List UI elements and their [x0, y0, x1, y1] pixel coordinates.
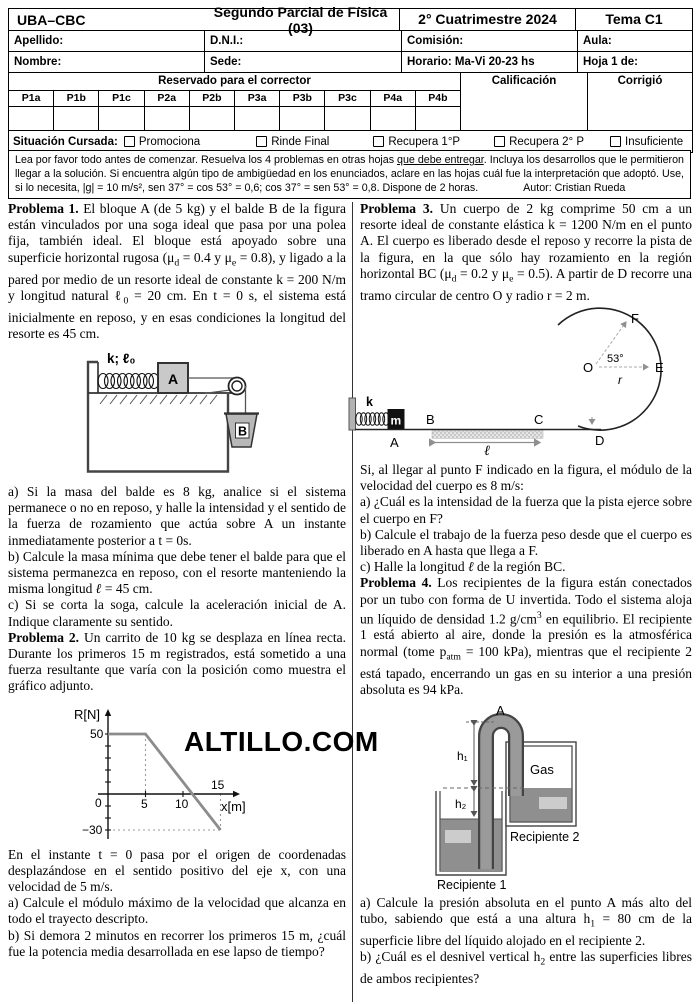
- x-axis-title: x[m]: [221, 798, 246, 814]
- spring-label: k; ℓ₀: [107, 351, 136, 366]
- exam-header-table: [8, 3, 693, 153]
- problem3-part-a: a) ¿Cuál es la intensidad de la fuerza que la pista ejerce sobre el cuerpo en F?: [360, 494, 692, 526]
- header-row-apellido: [9, 31, 692, 52]
- mass-label: m: [390, 413, 402, 428]
- cell-p2b: P2b: [189, 91, 234, 106]
- problem1-part-b: b) Calcule la masa mínima que debe tener el balde para que el sistema permanezca en reposo, con el resorte manteniendo la misma longitud ℓ = 45 cm.: [8, 548, 346, 597]
- field-nombre: Nombre:: [14, 56, 62, 68]
- problem2-intro: Problema 2. Un carrito de 10 kg se desplaza en línea recta. Durante los primeros 15 m registrados, está sometido a una fuerza resultante que varía con la posición como muestra el gráfico adjunto.: [8, 629, 346, 694]
- author-credit: Autor: Cristian Rueda: [523, 181, 626, 194]
- field-apellido: Apellido:: [14, 35, 64, 47]
- radius-label: r: [618, 372, 622, 387]
- option-rinde-final: Rinde Final: [256, 136, 329, 148]
- h2-label: h₂: [455, 796, 467, 811]
- corrigio-cell: Corrigió: [587, 73, 692, 130]
- center-O-label: O: [583, 359, 594, 375]
- h1-label: h₁: [457, 748, 468, 763]
- problem2-force-position-chart: [68, 697, 248, 847]
- header-row-nombre: [9, 52, 692, 73]
- corrector-title: Reservado para el corrector: [9, 73, 460, 91]
- cell-p4b: P4b: [415, 91, 460, 106]
- problem3-part-c: c) Halle la longitud ℓ de la región BC.: [360, 559, 566, 575]
- instructions-box: [8, 150, 691, 199]
- length-label: ℓ: [484, 443, 490, 456]
- corrector-cells-row: [9, 91, 460, 107]
- field-comision: Comisión:: [401, 31, 577, 51]
- wall: [349, 398, 356, 430]
- corrector-grid: [9, 73, 692, 131]
- problem1-part-a: a) Si la masa del balde es 8 kg, analice si el sistema permanece o no en reposo, y halle la intensidad y el sentido de la fuerza de rozamiento que actúa sobre A un instante inmediatamente posterior a t = 0s.: [8, 484, 346, 548]
- cell-p1c: P1c: [98, 91, 143, 106]
- problem3-figure: [348, 306, 668, 456]
- angle-label: 53°: [607, 352, 624, 365]
- y-axis-title: R[N]: [74, 706, 100, 722]
- point-D-label: D: [595, 432, 605, 448]
- checkbox-promociona: [124, 136, 135, 147]
- point-B-label: B: [426, 411, 435, 427]
- xtick-5: 5: [141, 796, 148, 811]
- loop-arc: [558, 308, 661, 430]
- field-aula: Aula:: [577, 31, 692, 51]
- cell-p4a: P4a: [370, 91, 415, 106]
- point-C-label: C: [534, 411, 544, 427]
- exam-title: Segundo Parcial de Física (03): [213, 3, 388, 36]
- problem1-figure: [82, 348, 262, 480]
- cell-p2a: P2a: [144, 91, 189, 106]
- ytick-minus30: −30: [82, 822, 103, 837]
- ytick-50: 50: [90, 726, 104, 741]
- term-label: 2° Cuatrimestre 2024: [399, 9, 575, 30]
- spring-k-label: k: [366, 394, 373, 409]
- problem3-part-b: b) Calcule el trabajo de la fuerza peso desde que el cuerpo es liberado en A hasta que llega a F.: [360, 526, 692, 558]
- option-recupera-1p: Recupera 1°P: [373, 136, 460, 148]
- recipient1-label: Recipiente 1: [437, 877, 507, 892]
- point-F-label: F: [631, 310, 639, 326]
- ground-hatching: [100, 395, 217, 404]
- field-dni: D.N.I.:: [204, 31, 401, 51]
- problem4-part-a: a) Calcule la presión absoluta en el punto A más alto del tubo, sabiendo que está a una altura $h_1 = 80$ cm de la superficie libre del líquido alojado en el recipiente 2.: [360, 894, 692, 949]
- block-A-label: A: [168, 371, 179, 387]
- point-E-label: E: [655, 359, 664, 375]
- field-sede: Sede:: [204, 52, 401, 72]
- left-column: [8, 201, 346, 960]
- problem1-intro: Problema 1. El bloque A (de 5 kg) y el balde B de la figura están vinculados por una soga ideal que pasa por una polea fija, también ideal. El bloque está apoyado sobre una superficie horizontal rugosa ($\mu_d = 0.4$ y $\mu_e = 0.8$), y ligado a la pared por medio de un resorte ideal de constante k = 200 N/m y longitud natural ℓ$_0$ = 20 cm. En t = 0 s, el sistema está inicialmente en reposo, y en esas condiciones la longitud del resorte es 45 cm.: [8, 201, 347, 341]
- corrector-score-row: [9, 107, 460, 130]
- header-title-row: [9, 3, 692, 36]
- xtick-15: 15: [211, 777, 225, 792]
- calificacion-cell: Calificación: [460, 73, 587, 130]
- spring-coils: [98, 374, 159, 389]
- cell-p3b: P3b: [279, 91, 324, 106]
- problem2-part-b: b) Si demora 2 minutos en recorrer los primeros 15 m, ¿cuál fue la potencia media desarrollada en ese lapso de tiempo?: [8, 927, 346, 959]
- gas-label: Gas: [530, 761, 554, 777]
- x-axis-arrow: [233, 790, 240, 796]
- tema-label: Tema C1: [575, 9, 692, 30]
- situacion-row: [9, 131, 692, 152]
- cell-p1b: P1b: [53, 91, 98, 106]
- recipient2-label: Recipiente 2: [510, 829, 580, 844]
- org-name: UBA–CBC: [17, 11, 86, 28]
- problem4-part-b: b) ¿Cuál es el desnivel vertical $h_2$ entre las superficies libres de ambos recipientes?: [360, 949, 692, 987]
- y-axis-arrow: [105, 709, 111, 716]
- field-horario: Horario: Ma-Vi 20-23 hs: [401, 52, 577, 72]
- problem3-after: Si, al llegar al punto F indicado en la figura, el módulo de la velocidad del cuerpo es 8 m/s:: [360, 461, 692, 494]
- instructions-text: Lea por favor todo antes de comenzar. Resuelva los 4 problemas en otras hojas que debe entregar. Incluya los desarrollos que le permitieron llegar a la solución. Si encuentra algún tipo de ambigüedad en los enunciados, aclare en las hojas cuál fue la interpretación que adoptó. Use, si lo necesita, |g| = 10 m/s², sen 37° = cos 53° = 0,6; cos 37° = sen 53° = 0,8. Dispone de 2 horas.: [15, 154, 684, 194]
- problem3-intro: Problema 3. Un cuerpo de 2 kg comprime 50 cm a un resorte ideal de constante elástica k = 1200 N/m en el punto A. El cuerpo es liberado desde el reposo y recorre la pista de la figura, en la que sólo hay rozamiento en la región horizontal BC ($\mu_d = 0.2$ y $\mu_e = 0.5$). A partir de D recorre una tramo circular de centro O y radio r = 2 m.: [360, 201, 693, 303]
- xtick-10: 10: [175, 796, 189, 811]
- checkbox-insuficiente: [610, 136, 621, 147]
- point-A-label: A: [390, 434, 399, 450]
- problem2-part-a: a) Calcule el módulo máximo de la velocidad que alcanza en todo el trayecto descripto.: [8, 895, 346, 927]
- checkbox-rinde-final: [256, 136, 267, 147]
- option-promociona: Promociona: [124, 136, 200, 148]
- problem1-part-c: c) Si se corta la soga, calcule la aceleración inicial de A. Indique claramente su sentido.: [8, 597, 346, 629]
- rough-region: [432, 431, 543, 439]
- problem4-intro: Problema 4. Los recipientes de la figura están conectados por un tubo con forma de U invertida. Todo el sistema aloja un líquido de densidad 1.2 $g/cm^3$ en equilibrio. El recipiente 1 está abierto al aire, donde la presión es la atmosférica normal (tome $p_{atm} = 100$ kPa), mientras que el recipiente 2 está tapado, encerrando un gas en su interior a una presión absoluta es 94 kPa.: [360, 575, 693, 697]
- point-A-label: A: [496, 702, 505, 718]
- cell-p3a: P3a: [234, 91, 279, 106]
- checkbox-recupera-2p: [494, 136, 505, 147]
- checkbox-recupera-1p: [373, 136, 384, 147]
- spring-coils: [356, 413, 389, 426]
- field-hoja: Hoja 1 de:: [577, 52, 692, 72]
- cell-p3c: P3c: [324, 91, 369, 106]
- cell-p1a: P1a: [21, 92, 41, 104]
- option-recupera-2p: Recupera 2° P: [494, 136, 584, 148]
- option-insuficiente: Insuficiente: [610, 136, 683, 148]
- right-column: [360, 201, 692, 987]
- problem2-after: En el instante t = 0 pasa por el origen de coordenadas desplazándose en el sentido positivo del eje x, con una velocidad de 5 m/s.: [8, 846, 346, 895]
- problem4-figure: [430, 701, 590, 893]
- ytick-0: 0: [95, 795, 102, 810]
- bucket-B-label: B: [238, 424, 248, 439]
- situacion-label: Situación Cursada:: [13, 135, 118, 148]
- altillo-watermark: ALTILLO.COM: [184, 726, 379, 757]
